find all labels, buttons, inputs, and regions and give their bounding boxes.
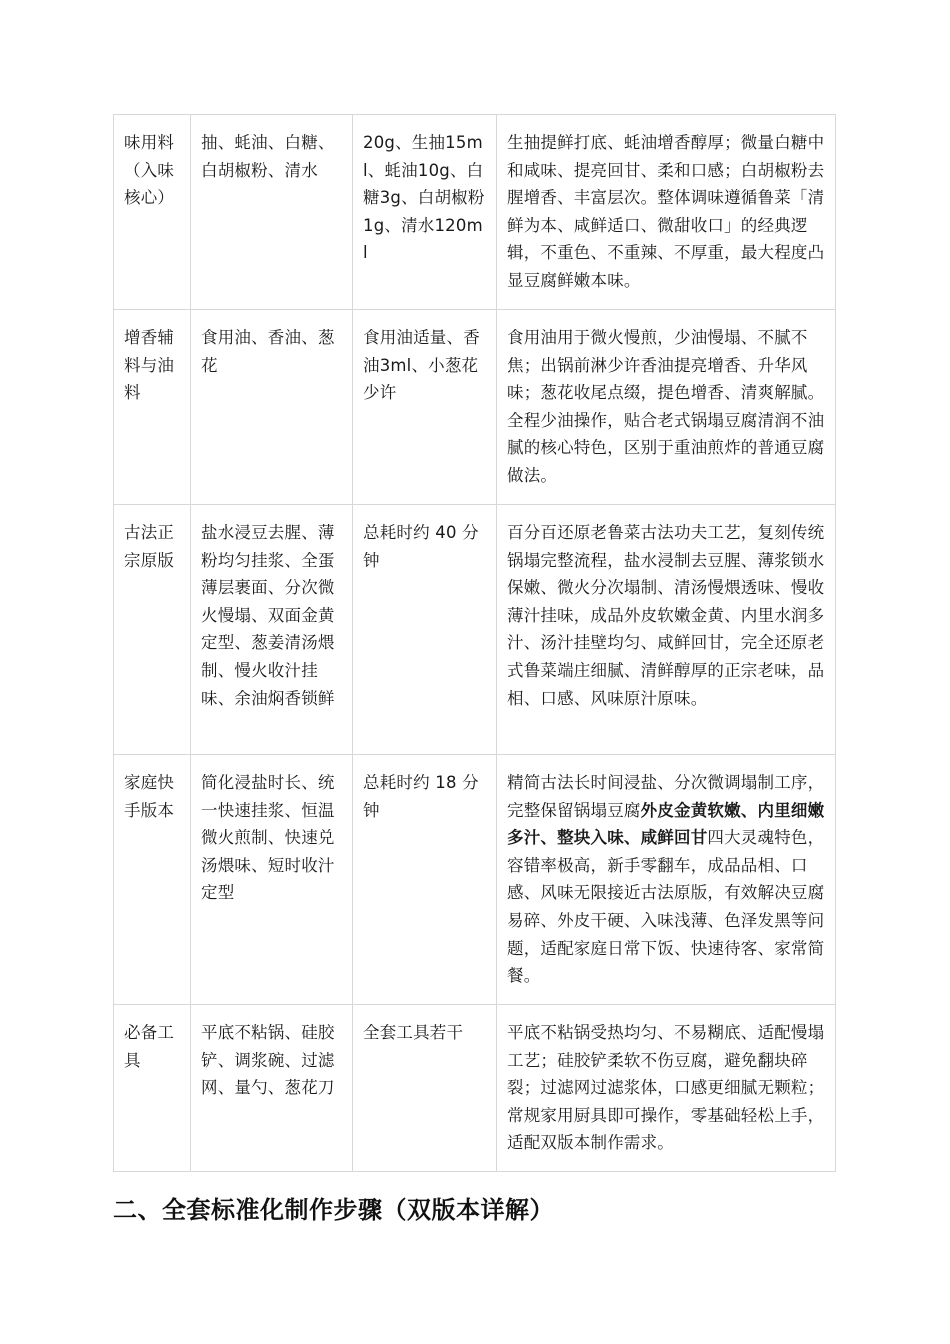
category-cell: 古法正宗原版 [114,505,191,755]
category-cell: 味用料（入味核心） [114,115,191,310]
ingredients-cell: 简化浸盐时长、统一快速挂浆、恒温微火煎制、快速兑汤煨味、短时收汁定型 [191,755,353,1005]
description-cell: 生抽提鲜打底、蚝油增香醇厚；微量白糖中和咸味、提亮回甘、柔和口感；白胡椒粉去腥增香、丰富层次。整体调味遵循鲁菜「清鲜为本、咸鲜适口、微甜收口」的经典逻辑，不重色、不重辣、不厚重，最大程度凸显豆腐鲜嫩本味。 [497,115,836,310]
description-cell: 平底不粘锅受热均匀、不易糊底、适配慢塌工艺；硅胶铲柔软不伤豆腐，避免翻块碎裂；过滤网过滤浆体，口感更细腻无颗粒；常规家用厨具即可操作，零基础轻松上手，适配双版本制作需求。 [497,1005,836,1172]
description-cell: 食用油用于微火慢煎，少油慢塌、不腻不焦；出锅前淋少许香油提亮增香、升华风味；葱花收尾点缀，提色增香、清爽解腻。全程少油操作，贴合老式锅塌豆腐清润不油腻的核心特色，区别于重油煎炸的普通豆腐做法。 [497,310,836,505]
description-highlight: 外皮金黄软嫩、内里细嫩多汁、整块入味、咸鲜回甘 [507,800,825,848]
table-row [114,755,836,1005]
category-cell: 家庭快手版本 [114,755,191,1005]
category-cell: 增香辅料与油料 [114,310,191,505]
description-text: 精简古法长时间浸盐、分次微调塌制工序，完整保留锅塌豆腐 [507,773,825,820]
table-row [114,310,836,505]
amount-cell: 总耗时约 40 分钟 [353,505,497,755]
amount-cell: 总耗时约 18 分钟 [353,755,497,1005]
description-cell [497,755,836,1005]
table-row [114,1005,836,1172]
section-heading: 二、全套标准化制作步骤（双版本详解） [113,1196,554,1224]
ingredient-table [113,114,836,1172]
amount-cell: 全套工具若干 [353,1005,497,1172]
ingredients-cell: 食用油、香油、葱花 [191,310,353,505]
ingredients-cell: 平底不粘锅、硅胶铲、调浆碗、过滤网、量勺、葱花刀 [191,1005,353,1172]
ingredients-cell: 抽、蚝油、白糖、白胡椒粉、清水 [191,115,353,310]
ingredients-cell: 盐水浸豆去腥、薄粉均匀挂浆、全蛋薄层裹面、分次微火慢塌、双面金黄定型、葱姜清汤煨制、慢火收汁挂味、余油焖香锁鲜 [191,505,353,755]
description-cell: 百分百还原老鲁菜古法功夫工艺，复刻传统锅塌完整流程，盐水浸制去豆腥、薄浆锁水保嫩、微火分次塌制、清汤慢煨透味、慢收薄汁挂味，成品外皮软嫩金黄、内里水润多汁、汤汁挂壁均匀、咸鲜回甘，完全还原老式鲁菜端庄细腻、清鲜醇厚的正宗老味，品相、口感、风味原汁原味。 [497,505,836,755]
description-text: 四大灵魂特色，容错率极高，新手零翻车，成品品相、口感、风味无限接近古法原版，有效解决豆腐易碎、外皮干硬、入味浅薄、色泽发黑等问题，适配家庭日常下饭、快速待客、家常简餐。 [507,828,825,986]
table-row [114,505,836,755]
amount-cell: 20g、生抽15ml、蚝油10g、白糖3g、白胡椒粉1g、清水120ml [353,115,497,310]
document-page [113,114,835,1172]
amount-cell: 食用油适量、香油3ml、小葱花少许 [353,310,497,505]
table-row [114,115,836,310]
category-cell: 必备工具 [114,1005,191,1172]
